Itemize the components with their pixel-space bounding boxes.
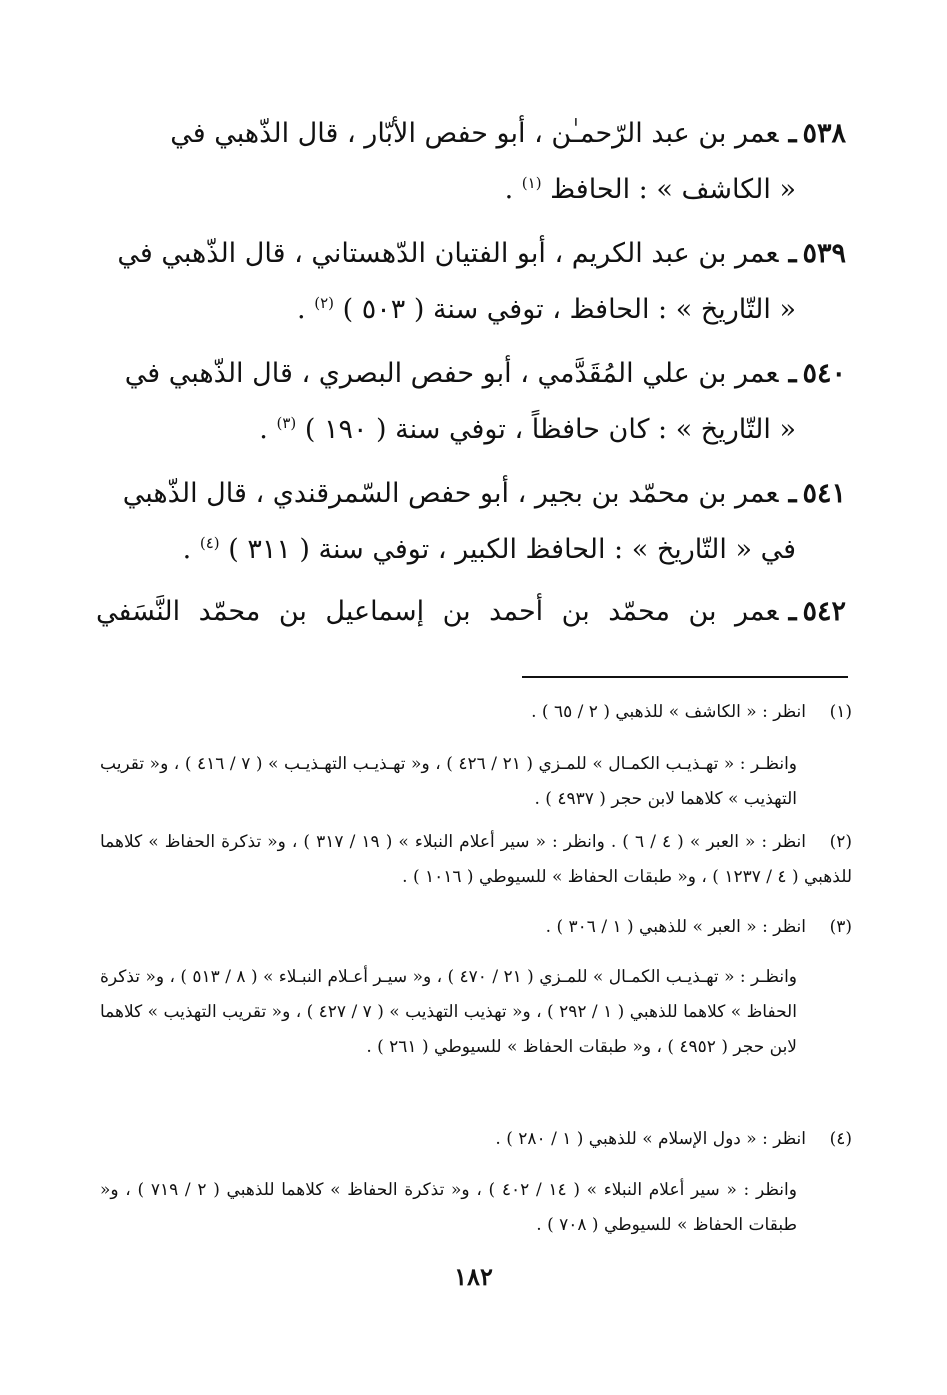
entry-line-2: في « التّاريخ » : الحافظ الكبير ، توفي سنة ( ٣١١ ) [228, 534, 796, 565]
footnote-1 [100, 695, 852, 730]
footnote-ref: (٤) [199, 534, 220, 552]
entry-line-2: « التّاريخ » : كان حافظاً ، توفي سنة ( ١٩٠ ) [304, 414, 796, 445]
entry-line-2: « التّاريخ » : الحافظ ، توفي سنة ( ٥٠٣ ) [342, 294, 796, 325]
entry-541 [96, 466, 846, 578]
footnote-1-continuation [100, 747, 797, 817]
entry-end: . [504, 174, 514, 205]
footnote-text: وانظـر : « تهـذيـب الكمـال » للمـزي ( ٢١ / ٤٢٦ ) ، و« تهـذيـب التهـذيـب » ( ٧ / ٤١٦ ) ، و« تقريب التهذيب » كلاهما لابن حجر ( ٤٩٣٧ ) . [100, 754, 798, 809]
entry-line-2: « الكاشف » : الحافظ [550, 174, 796, 205]
entry-end: . [182, 534, 192, 565]
footnote-number: (٢) [829, 832, 852, 852]
entry-number: ٥٤٢ [802, 596, 846, 627]
footnote-number: (١) [829, 702, 852, 722]
entry-dash: ـ [788, 596, 797, 627]
entry-number: ٥٤١ [802, 478, 846, 509]
entry-number: ٥٣٨ [802, 118, 846, 149]
entry-line-1: عمر بن عبد الكريم ، أبو الفتيان الدّهستاني ، قال الذّهبي في [117, 238, 779, 269]
entry-number: ٥٣٩ [802, 238, 846, 269]
footnote-4 [100, 1122, 852, 1157]
footnote-2 [100, 825, 852, 895]
entry-dash: ـ [788, 118, 797, 149]
footnote-text: وانظـر : « تهـذيـب الكمـال » للمـزي ( ٢١ / ٤٧٠ ) ، و« سيـر أعـلام النبـلاء » ( ٨ / ٥١٣ ) ، و« تذكرة الحفاظ » كلاهما للذهبي ( ١ / ٢٩٢ ) ، و« تهذيب التهذيب » ( ٧ / ٤٢٧ ) ، و« تقريب التهذيب » كلاهما لابن حجر ( ٤٩٥٢ ) ، و« طبقات الحفاظ » للسيوطي ( ٢٦١ ) . [100, 967, 797, 1057]
entry-end: . [297, 294, 306, 325]
entry-dash: ـ [788, 238, 797, 269]
footnote-3-continuation [100, 960, 797, 1065]
entry-line-1: عمر بن علي المُقَدَّمي ، أبو حفص البصري ، قال الذّهبي في [124, 358, 779, 389]
entry-end: . [259, 414, 268, 445]
page-number: ١٨٢ [454, 1262, 493, 1291]
entry-line-1: عمر بن محمّد بن أحمد بن إسماعيل بن محمّد النَّسَفي [96, 596, 779, 627]
entry-dash: ـ [788, 358, 797, 389]
entry-540 [96, 346, 846, 458]
entry-line-1: عمر بن عبد الرّحمـٰن ، أبو حفص الأبّار ، قال الذّهبي في [170, 118, 779, 149]
footnote-text: انظر : « العبر » للذهبي ( ١ / ٣٠٦ ) . [545, 917, 806, 937]
footnote-text: انظر : « دول الإسلام » للذهبي ( ١ / ٢٨٠ ) . [495, 1129, 806, 1149]
footnote-text: انظر : « العبر » ( ٤ / ٦ ) . وانظر : « سير أعلام النبلاء » ( ١٩ / ٣١٧ ) ، و« تذكرة الحفاظ » كلاهما للذهبي ( ٤ / ١٢٣٧ ) ، و« طبقات الحفاظ » للسيوطي ( ١٠١٦ ) . [100, 832, 852, 887]
footnote-separator [522, 676, 848, 678]
entry-538 [96, 106, 846, 218]
entry-539 [96, 226, 846, 338]
footnote-number: (٣) [829, 917, 852, 937]
footnote-text: وانظر : « سير أعلام النبلاء » ( ١٤ / ٤٠٢ ) ، و« تذكرة الحفاظ » كلاهما للذهبي ( ٢ / ٧١٩ ) ، و« طبقات الحفاظ » للسيوطي ( ٧٠٨ ) . [100, 1180, 797, 1235]
footnote-4-continuation [100, 1173, 797, 1243]
entry-542 [96, 584, 846, 640]
footnote-3 [100, 910, 852, 945]
footnote-ref: (٣) [276, 414, 297, 432]
entry-line-1: عمر بن محمّد بن بجير ، أبو حفص السّمرقندي ، قال الذّهبي [122, 478, 779, 509]
footnote-number: (٤) [829, 1129, 852, 1149]
footnote-text: انظر : « الكاشف » للذهبي ( ٢ / ٦٥ ) . [531, 702, 806, 722]
footnote-ref: (١) [521, 174, 542, 192]
footnote-ref: (٢) [314, 294, 335, 312]
entry-dash: ـ [788, 478, 797, 509]
entry-number: ٥٤٠ [802, 358, 846, 389]
